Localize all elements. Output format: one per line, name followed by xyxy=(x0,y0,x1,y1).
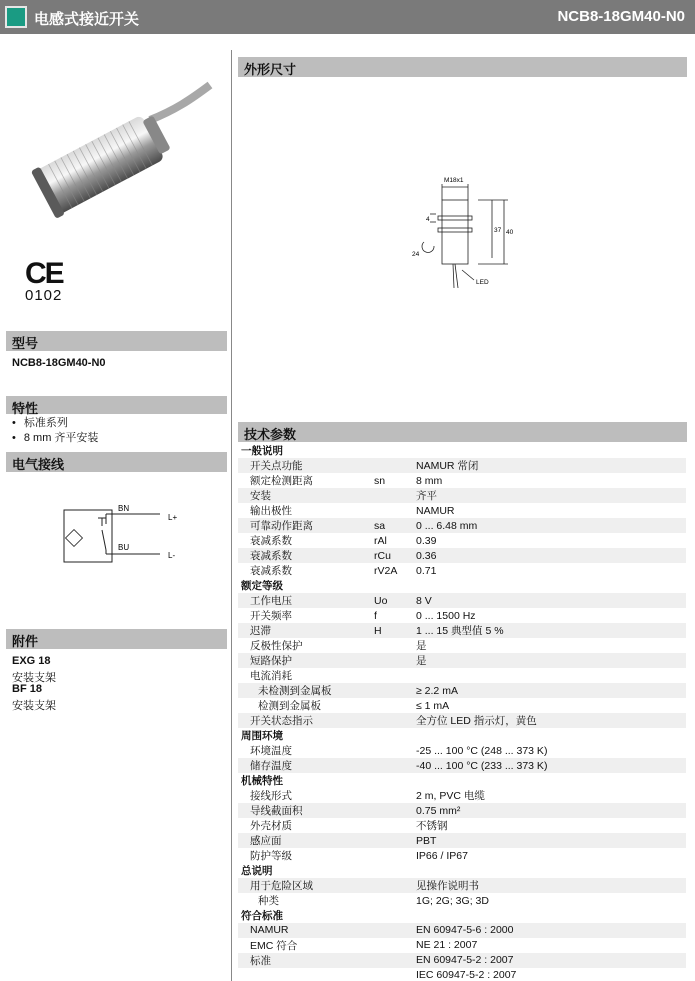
spec-label: 种类 xyxy=(258,895,279,907)
wire-label-lplus: L+ xyxy=(168,513,178,522)
spec-value: 0 ... 6.48 mm xyxy=(416,518,686,533)
spec-symbol: sn xyxy=(374,474,386,487)
spec-section-header: 技术参数 xyxy=(238,422,687,442)
spec-symbol xyxy=(374,968,416,981)
dim-led: LED xyxy=(476,279,489,286)
spec-row xyxy=(238,923,686,938)
spec-symbol xyxy=(374,638,416,653)
spec-row xyxy=(238,968,686,981)
spec-label: 电流消耗 xyxy=(250,670,292,682)
spec-table xyxy=(238,443,686,981)
model-value: NCB8-18GM40-N0 xyxy=(12,357,106,369)
spec-symbol xyxy=(374,803,416,818)
spec-label: 用于危险区域 xyxy=(238,878,374,893)
accessory-name: EXG 18 xyxy=(12,655,51,667)
spec-value xyxy=(416,668,686,683)
brand-square-icon xyxy=(5,6,27,28)
spec-row xyxy=(238,593,686,608)
spec-symbol: H xyxy=(374,623,416,638)
spec-label: 接线形式 xyxy=(250,790,292,802)
spec-row xyxy=(238,938,686,953)
spec-value: NE 21 : 2007 xyxy=(416,939,478,952)
spec-row xyxy=(238,503,686,518)
dimension-drawing xyxy=(400,170,530,300)
spec-value: NAMUR 常闭 xyxy=(416,458,686,473)
spec-group-row xyxy=(238,908,686,923)
spec-label: 输出极性 xyxy=(250,505,292,517)
dim-4: 4 xyxy=(426,216,430,223)
spec-symbol xyxy=(374,893,416,908)
spec-value: 0.36 xyxy=(416,548,686,563)
spec-label: 工作电压 xyxy=(238,593,374,608)
spec-symbol xyxy=(374,818,416,833)
spec-row xyxy=(238,458,686,473)
spec-row xyxy=(238,653,686,668)
spec-row xyxy=(238,473,686,488)
spec-label xyxy=(238,968,374,981)
spec-symbol: rV2A xyxy=(374,564,398,577)
header-model: NCB8-18GM40-N0 xyxy=(557,8,685,25)
spec-label: 开关点功能 xyxy=(238,458,374,473)
spec-group-row xyxy=(238,728,686,743)
spec-label: 外壳材质 xyxy=(250,820,292,832)
product-photo xyxy=(10,80,220,250)
accessory-desc: 安装支架 xyxy=(12,700,56,712)
spec-value: 2 m, PVC 电缆 xyxy=(416,790,485,802)
accessories-section-header: 附件 xyxy=(6,629,227,649)
spec-row xyxy=(238,833,686,848)
spec-label: 防护等级 xyxy=(250,850,292,862)
spec-symbol xyxy=(374,458,416,473)
spec-symbol xyxy=(374,488,416,503)
header-bar xyxy=(0,0,695,34)
spec-group-title: 周围环境 xyxy=(241,730,283,742)
spec-value: 0.71 xyxy=(416,564,437,577)
spec-row xyxy=(238,608,686,623)
spec-symbol xyxy=(374,788,416,803)
spec-label: 储存温度 xyxy=(238,758,374,773)
spec-symbol xyxy=(374,743,416,758)
spec-label: 额定检测距离 xyxy=(250,475,313,487)
ce-number: 0102 xyxy=(25,287,63,304)
spec-row xyxy=(238,848,686,863)
wire-label-lminus: L- xyxy=(168,551,176,560)
spec-symbol: sa xyxy=(374,518,416,533)
spec-symbol xyxy=(374,833,416,848)
spec-value: 不锈钢 xyxy=(416,820,448,832)
dim-24: 24 xyxy=(412,251,420,258)
spec-symbol xyxy=(374,878,416,893)
wire-label-bu: BU xyxy=(118,543,130,552)
spec-symbol xyxy=(374,713,416,728)
spec-symbol xyxy=(374,653,416,668)
spec-value: 是 xyxy=(416,653,686,668)
spec-value: 1G; 2G; 3G; 3D xyxy=(416,894,489,907)
spec-label: NAMUR xyxy=(238,923,374,938)
spec-value: 见操作说明书 xyxy=(416,878,686,893)
spec-symbol xyxy=(374,683,416,698)
spec-value: 8 mm xyxy=(416,474,443,487)
dim-40: 40 xyxy=(506,229,514,236)
spec-row xyxy=(238,698,686,713)
spec-value: 全方位 LED 指示灯，黄色 xyxy=(416,713,686,728)
spec-label: 反极性保护 xyxy=(250,640,303,652)
spec-row xyxy=(238,533,686,548)
spec-row xyxy=(238,518,686,533)
spec-row xyxy=(238,758,686,773)
spec-label: 检测到金属板 xyxy=(258,700,321,712)
spec-value: 0.75 mm² xyxy=(416,803,686,818)
features-section-header: 特性 xyxy=(6,396,227,414)
spec-value: IP66 / IP67 xyxy=(416,849,468,862)
spec-value: EN 60947-5-2 : 2007 xyxy=(416,953,686,968)
spec-label: 感应面 xyxy=(238,833,374,848)
wiring-section-header: 电气接线 xyxy=(6,452,227,472)
spec-row xyxy=(238,638,686,653)
spec-row xyxy=(238,953,686,968)
dim-37: 37 xyxy=(494,227,502,234)
model-section-header: 型号 xyxy=(6,331,227,351)
spec-row xyxy=(238,893,686,908)
spec-row xyxy=(238,788,686,803)
spec-label: 迟滞 xyxy=(238,623,374,638)
spec-value: 齐平 xyxy=(416,488,686,503)
spec-value: 0.39 xyxy=(416,534,437,547)
spec-symbol: Uo xyxy=(374,593,416,608)
spec-group-row xyxy=(238,443,686,458)
spec-value: PBT xyxy=(416,833,686,848)
spec-value: NAMUR xyxy=(416,504,455,517)
spec-label: 短路保护 xyxy=(238,653,374,668)
feature-item: • 标准系列 xyxy=(12,416,98,431)
feature-item: • 8 mm 齐平安装 xyxy=(12,431,98,446)
spec-value: ≤ 1 mA xyxy=(416,699,450,712)
spec-group-title: 符合标准 xyxy=(241,910,283,922)
spec-group-row xyxy=(238,578,686,593)
spec-symbol: f xyxy=(374,609,377,622)
spec-group-title: 额定等级 xyxy=(241,580,283,592)
spec-symbol xyxy=(374,698,416,713)
spec-row xyxy=(238,743,686,758)
spec-row xyxy=(238,818,686,833)
spec-label: 衰减系数 xyxy=(250,565,292,577)
ce-mark: CE xyxy=(25,257,63,290)
spec-value: 0 ... 1500 Hz xyxy=(416,609,476,622)
spec-group-title: 一般说明 xyxy=(241,445,283,457)
spec-label: 环境温度 xyxy=(250,745,292,757)
spec-label: 衰减系数 xyxy=(238,548,374,563)
spec-symbol xyxy=(374,758,416,773)
spec-symbol xyxy=(374,848,416,863)
spec-label: 衰减系数 xyxy=(250,535,292,547)
spec-group-title: 机械特性 xyxy=(241,775,283,787)
spec-group-title: 总说明 xyxy=(241,865,273,877)
spec-symbol xyxy=(374,503,416,518)
wire-label-bn: BN xyxy=(118,504,130,513)
spec-label: 开关频率 xyxy=(250,610,292,622)
column-divider xyxy=(231,50,232,981)
spec-value: EN 60947-5-6 : 2000 xyxy=(416,923,686,938)
spec-row xyxy=(238,488,686,503)
dim-thread: M18x1 xyxy=(444,177,464,184)
spec-row xyxy=(238,683,686,698)
spec-value: ≥ 2.2 mA xyxy=(416,683,686,698)
spec-symbol xyxy=(374,953,416,968)
spec-value: 是 xyxy=(416,640,427,652)
spec-group-row xyxy=(238,773,686,788)
spec-value: -25 ... 100 °C (248 ... 373 K) xyxy=(416,744,548,757)
spec-value: 8 V xyxy=(416,593,686,608)
dimensions-section-header: 外形尺寸 xyxy=(238,57,687,77)
spec-value: -40 ... 100 °C (233 ... 373 K) xyxy=(416,758,686,773)
spec-symbol: rCu xyxy=(374,548,416,563)
spec-row xyxy=(238,668,686,683)
spec-label: 导线截面积 xyxy=(238,803,374,818)
wiring-diagram xyxy=(60,500,200,570)
spec-label: 可靠动作距离 xyxy=(238,518,374,533)
spec-row xyxy=(238,563,686,578)
spec-value: IEC 60947-5-2 : 2007 xyxy=(416,968,517,981)
spec-row xyxy=(238,803,686,818)
spec-row xyxy=(238,548,686,563)
features-list xyxy=(12,416,98,446)
spec-label: 未检测到金属板 xyxy=(238,683,374,698)
spec-row xyxy=(238,878,686,893)
accessory-desc: 安装支架 xyxy=(12,672,56,684)
spec-symbol xyxy=(374,668,416,683)
spec-label: EMC 符合 xyxy=(250,939,298,952)
spec-symbol xyxy=(374,938,416,953)
spec-label: 开关状态指示 xyxy=(238,713,374,728)
spec-symbol xyxy=(374,923,416,938)
spec-value: 1 ... 15 典型值 5 % xyxy=(416,623,686,638)
spec-row xyxy=(238,623,686,638)
spec-group-row xyxy=(238,863,686,878)
page-title: 电感式接近开关 xyxy=(34,11,140,28)
spec-label: 标准 xyxy=(238,953,374,968)
spec-symbol: rAl xyxy=(374,534,387,547)
spec-row xyxy=(238,713,686,728)
accessory-name: BF 18 xyxy=(12,683,42,695)
spec-label: 安装 xyxy=(238,488,374,503)
